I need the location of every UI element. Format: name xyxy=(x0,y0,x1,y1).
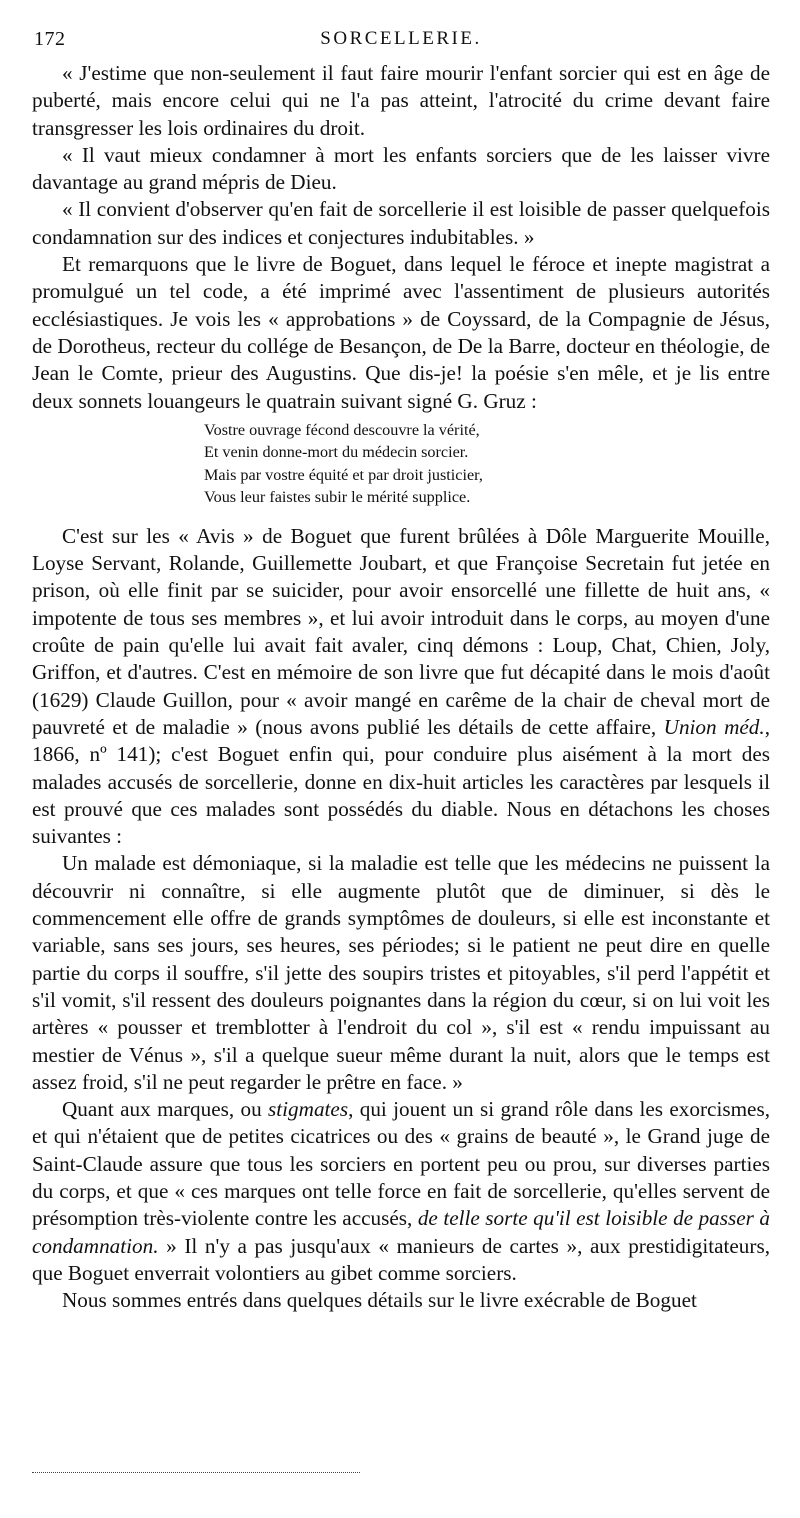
quatrain xyxy=(204,419,770,509)
paragraph-indices: « Il convient d'observer qu'en fait de sorcellerie il est loisible de passer quelquefois condamnation sur des indices et conjectures indubitables. » xyxy=(32,197,770,249)
paragraph-text: » Il n'y a pas jusqu'aux « manieurs de cartes », aux prestidigitateurs, que Boguet enverrait volontiers au gibet comme sorciers. xyxy=(32,1233,770,1285)
paragraph-puberty: « J'estime que non-seulement il faut faire mourir l'enfant sorcier qui est en âge de puberté, mais encore celui qui ne l'a pas atteint, l'atrocité du crime devant faire transgresser les lois ordinaires du droit. xyxy=(32,61,770,140)
italic-quote: de telle sorte qu'il est loisible de passer à condamnation. xyxy=(32,1206,771,1258)
italic-term: stigmates xyxy=(268,1097,349,1122)
page-number: 172 xyxy=(34,28,66,50)
journal-citation: Union méd. xyxy=(663,714,765,739)
verse-line: Vous leur faistes subir le mérité supplice. xyxy=(204,488,471,507)
paragraph-last: Nous sommes entrés dans quelques détails sur le livre exécrable de Boguet xyxy=(62,1288,697,1313)
paragraph-text: , 1866, nº 141); c'est Boguet enfin qui, pour conduire plus aisément à la mort des malades accusés de sorcellerie, donne en dix-huit articles les caractères par lesquels il est prouvé que ces malades sont possédés du diable. Nous en détachons les choses suivantes : xyxy=(32,714,770,849)
book-page xyxy=(32,28,770,1498)
running-title: SORCELLERIE. xyxy=(320,28,482,49)
paragraph-text: C'est sur les « Avis » de Boguet que furent brûlées à Dôle Marguerite Mouille, Loyse Servant, Rolande, Guillemette Joubart, et que Françoise Secretain fut jetée en prison, où elle finit par se suicider, pour avoir ensorcellé une fillette de huit ans, « impotente de tous ses membres », et lui avoir introduit dans le corps, au moyen d'une croûte de pain qu'elle lui avait fait avaler, cinq démons : Loup, Chat, Chien, Joly, Griffon, et d'autres. C'est en mémoire de son livre que fut décapité dans le mois d'août (1629) Claude Guillon, pour « avoir mangé en carême de la chair de cheval mort de pauvreté et de maladie » (nous avons publié les détails de cette affaire, xyxy=(32,523,770,739)
paragraph-stigmates xyxy=(32,1096,770,1287)
verse-line: Vostre ouvrage fécond descouvre la vérité, xyxy=(204,420,480,439)
paragraph-boguet-avis xyxy=(32,523,770,851)
page-header xyxy=(32,28,770,56)
verse-line: Mais par vostre équité et par droit justicier, xyxy=(204,465,483,484)
paragraph-approbations: Et remarquons que le livre de Boguet, dans lequel le féroce et inepte magistrat a promulgué un tel code, a été imprimé avec l'assentiment de plusieurs autorités ecclésiastiques. Je vois les « approbations » de Coyssard, de la Compagnie de Jésus, de Dorotheus, recteur du collége de Besançon, de De la Barre, docteur en théologie, de Jean le Comte, prieur des Augustins. Que dis-je! la poésie s'en mêle, et je lis entre deux sonnets louangeurs le quatrain suivant signé G. Gruz : xyxy=(32,252,770,413)
paragraph-condemn-children: « Il vaut mieux condamner à mort les enfants sorciers que de les laisser vivre davantage au grand mépris de Dieu. xyxy=(32,142,770,195)
footnote-rule xyxy=(32,1472,360,1473)
paragraph-text: , qui jouent un si grand rôle dans les exorcismes, et qui n'étaient que de petites cicatrices ou des « grains de beauté », le Grand juge de Saint-Claude assure que tous les sorciers en portent peu ou prou, sur diverses parties du corps, et que « ces marques ont telle force en fait de sorcellerie, qu'elles servent de présomption très-violente contre les accusés, xyxy=(32,1097,771,1231)
paragraph-demoniac: Un malade est démoniaque, si la maladie est telle que les médecins ne puissent la découvrir ni connaître, si elle augmente plutôt que de diminuer, si dès le commencement elle offre de grands symptômes de douleurs, si elle est inconstante et variable, sans ses jours, ses heures, ses périodes; si le patient ne peut dire en quelle partie du corps il souffre, s'il jette des soupirs tristes et pitoyables, s'il perd l'appétit et s'il vomit, s'il ressent des douleurs poignantes dans la région du cœur, si on lui voit les artères « pousser et tremblotter à l'endroit du col », s'il est « rendu impuissant au mestier de Vénus », s'il a quelque sueur même durant la nuit, alors que le temps est assez froid, s'il ne peut regarder le prêtre en face. » xyxy=(32,851,770,1094)
verse-line: Et venin donne-mort du médecin sorcier. xyxy=(204,443,469,462)
paragraph-text: Quant aux marques, ou xyxy=(62,1097,269,1122)
